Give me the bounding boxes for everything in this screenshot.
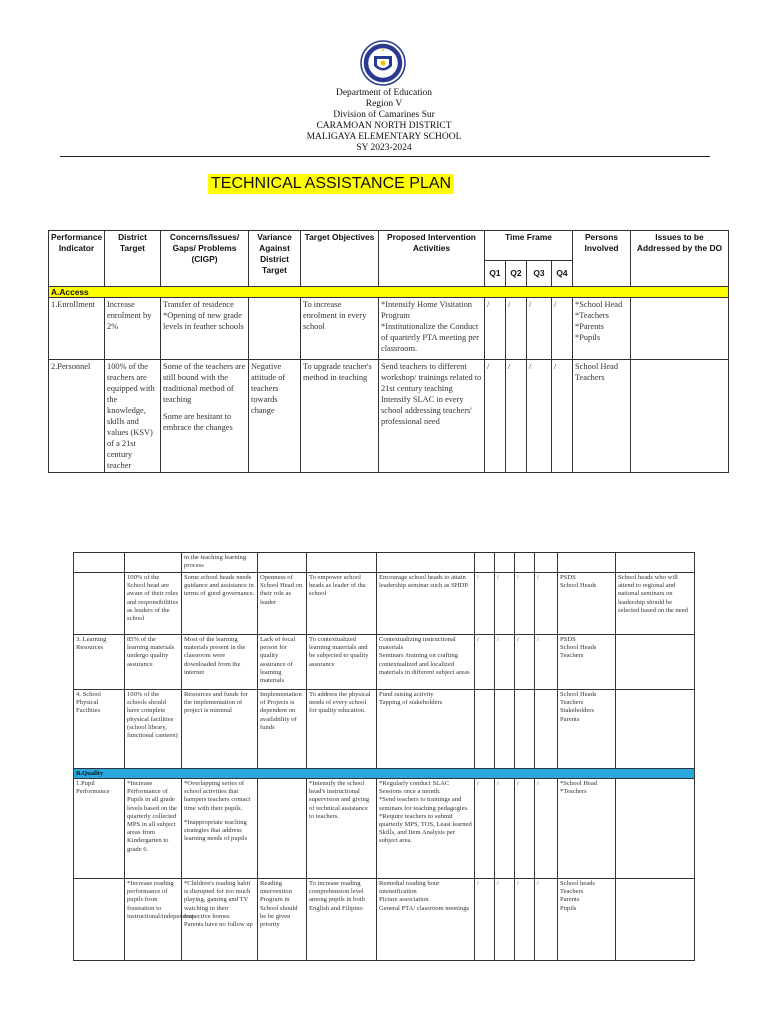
cell-q1 [475, 690, 495, 769]
cell-concerns: Some school heads needs guidance and assistance in terms of good governance. [182, 573, 258, 635]
cell-q3: / [515, 879, 535, 961]
cell-variance: Reading intervention Program in School should be be given priority [258, 879, 307, 961]
section-quality: B.Quality [74, 769, 695, 779]
table-row [49, 360, 729, 473]
cell-q4: / [535, 879, 558, 961]
cell-objectives: To increase enrolment in every school [301, 298, 379, 360]
cell-q2: / [495, 635, 515, 690]
cell-objectives: To address the physical needs of every school for quality education. [307, 690, 377, 769]
cell-q1: / [475, 879, 495, 961]
col-q1: Q1 [485, 261, 506, 287]
plan-table-bottom [73, 552, 695, 961]
cell-concerns: Resources and funds for the implementation of project is minimal [182, 690, 258, 769]
cell-persons: School Head Teachers [573, 360, 631, 473]
cell-target: Increase enrolment by 2% [105, 298, 161, 360]
cell-activities: *Regularly conduct SLAC Sessions once a month. *Send teachers to trainings and seminars for teaching pedagogies. *Require teachers to submit quarterly MPS, TOS, Least learned Skills, and Item Analysis per subject area. [377, 779, 475, 879]
col-q2: Q2 [506, 261, 527, 287]
cell-variance: Negative attitude of teachers towards change [249, 360, 301, 473]
cell-persons: *School Head *Teachers [558, 779, 616, 879]
cell-concerns: Transfer of residence *Opening of new grade levels in feather schools [161, 298, 249, 360]
cell-objectives: To increase reading comprehension level among pupils in both English and Filipino [307, 879, 377, 961]
cell-concerns: Most of the learning materials present in the classroom were downloaded from the internet [182, 635, 258, 690]
col-q3: Q3 [527, 261, 552, 287]
table-row [74, 879, 695, 961]
cell-target: *Increase reading performance of pupils from frustration to instructional/independent [125, 879, 182, 961]
page-title: TECHNICAL ASSISTANCE PLAN [208, 174, 454, 194]
cell-q4: / [552, 298, 573, 360]
cell-q4: / [535, 635, 558, 690]
table-header-row [49, 231, 729, 261]
plan-table-top [48, 230, 729, 473]
cell-indicator: 3. Learning Resources [74, 635, 125, 690]
cell-indicator: 4. School Physical Facilities [74, 690, 125, 769]
cell-q2: / [495, 573, 515, 635]
table-row [74, 573, 695, 635]
cell-target: *Increase Performance of Pupils in all grade levels based on the quarterly collected MPS in all subject areas from Kindergarten to grade 6. [125, 779, 182, 879]
col-persons-involved: Persons Involved [573, 231, 631, 287]
cell-q3: / [527, 298, 552, 360]
cell-variance: Lack of focal person for quality assurance of learning materials [258, 635, 307, 690]
cell-persons: PSDS School Heads Teachers [558, 635, 616, 690]
cell-q4 [535, 690, 558, 769]
cell-variance [258, 779, 307, 879]
cell-persons: School Heads Teachers Stakeholders Parents [558, 690, 616, 769]
cell-concerns: *Overlapping series of school activities that hampers teachers contact time with their pupils. *Inappropriate teaching strategies that address learning needs of pupils [182, 779, 258, 879]
section-access: A.Access [49, 287, 729, 298]
cell-variance: Implementation of Projects is dependent on availability of funds [258, 690, 307, 769]
cell-activities: Encourage school heads to attain leadership seminar such as SHDP. [377, 573, 475, 635]
cell-activities: *Intensify Home Visitation Program *Institutionalize the Conduct of quarterly PTA meeting per classroom. [379, 298, 485, 360]
cell-concerns: Some of the teachers are still bound with the traditional method of teaching Some are hesitant to embrace the changes [161, 360, 249, 473]
cell-objectives: *Intensify the school head's instructional supervision and giving of technical assistance to teachers. [307, 779, 377, 879]
col-time-frame: Time Frame [485, 231, 573, 261]
cell-indicator [74, 879, 125, 961]
deped-seal-icon [360, 40, 406, 86]
col-issues-do: Issues to be Addressed by the DO [631, 231, 729, 287]
cell-q2: / [495, 879, 515, 961]
col-proposed-activities: Proposed Intervention Activities [379, 231, 485, 287]
cell-q4: / [535, 779, 558, 879]
col-performance-indicator: Performance Indicator [49, 231, 105, 287]
cell-q2 [495, 690, 515, 769]
cell-target: 100% of the School head are aware of their roles and responsibilities as leaders of the school [125, 573, 182, 635]
header-school: MALIGAYA ELEMENTARY SCHOOL [306, 132, 462, 142]
cell-q3: / [515, 635, 535, 690]
header-divider [60, 156, 710, 157]
cell-q1: / [485, 360, 506, 473]
header-school-year: SY 2023-2024 [356, 143, 412, 153]
cell-q3: / [515, 573, 535, 635]
cell-activities: Contextualizing instructional materials Seminars /training on crafting contextualized and localized materials in different subject areas [377, 635, 475, 690]
cell-q1: / [485, 298, 506, 360]
cell-objectives: To upgrade teacher's method in teaching [301, 360, 379, 473]
cell-issues [631, 360, 729, 473]
cell-q3: / [515, 779, 535, 879]
cell-variance: Openness of School Head on their role as leader [258, 573, 307, 635]
cell-issues [616, 635, 695, 690]
cell-concerns: *Children's reading habit is disrupted for too much playing, gaming and TV watching in their respective homes Parents have no follow up [182, 879, 258, 961]
cell-issues [631, 298, 729, 360]
cell-q1: / [475, 635, 495, 690]
cell-q4: / [535, 573, 558, 635]
cell-objectives: To contextualized learning materials and be subjected to quality assurance [307, 635, 377, 690]
col-target-objectives: Target Objectives [301, 231, 379, 287]
cell-persons: *School Head *Teachers *Parents *Pupils [573, 298, 631, 360]
cell-indicator: 1.Enrollment [49, 298, 105, 360]
header-division: Division of Camarines Sur [333, 110, 435, 120]
header-district: CARAMOAN NORTH DISTRICT [316, 121, 452, 131]
cell-issues [616, 879, 695, 961]
cell-q1: / [475, 779, 495, 879]
cell-q4: / [552, 360, 573, 473]
cell-target: 100% of the schools should have complete physical facilities (school library, functional canteen) [125, 690, 182, 769]
cell-issues [616, 690, 695, 769]
cell-issues [616, 779, 695, 879]
cell-q2: / [495, 779, 515, 879]
cell-q1: / [475, 573, 495, 635]
cell-persons: PSDS School Heads [558, 573, 616, 635]
col-q4: Q4 [552, 261, 573, 287]
cell-target: 85% of the learning materials undergo quality assurance [125, 635, 182, 690]
cell-objectives: To empower school heads as leader of the school [307, 573, 377, 635]
table-row [74, 635, 695, 690]
cell-activities: Send teachers to different workshop/ trainings related to 21st century teaching Intensify SLAC in every school addressing teachers' professional need [379, 360, 485, 473]
table-row [74, 553, 695, 573]
cell-indicator: 1.Pupil Performance [74, 779, 125, 879]
col-variance: Variance Against District Target [249, 231, 301, 287]
cell-q2: / [506, 298, 527, 360]
cell-variance [249, 298, 301, 360]
table-row [74, 779, 695, 879]
table-row [74, 690, 695, 769]
cell-target: 100% of the teachers are equipped with the knowledge, skills and values (KSV) of a 21st century teacher [105, 360, 161, 473]
cell-issues: School heads who will attend to regional and national seminars on leadership should be selected based on the need [616, 573, 695, 635]
cell-indicator [74, 573, 125, 635]
cell-activities: Remedial reading hour intensification Picture association General PTA/ classroom meetings [377, 879, 475, 961]
col-concerns: Concerns/Issues/ Gaps/ Problems (CIGP) [161, 231, 249, 287]
header-department: Department of Education [335, 88, 433, 98]
cell-carry-over: in the teaching learning process [182, 553, 258, 573]
col-district-target: District Target [105, 231, 161, 287]
cell-q3 [515, 690, 535, 769]
table-row [49, 298, 729, 360]
cell-indicator: 2.Personnel [49, 360, 105, 473]
cell-activities: Fund raising activity Tapping of stakeholders [377, 690, 475, 769]
cell-q2: / [506, 360, 527, 473]
cell-q3: / [527, 360, 552, 473]
cell-persons: School heads Teachers Parents Pupils [558, 879, 616, 961]
header-region: Region V [365, 99, 403, 109]
